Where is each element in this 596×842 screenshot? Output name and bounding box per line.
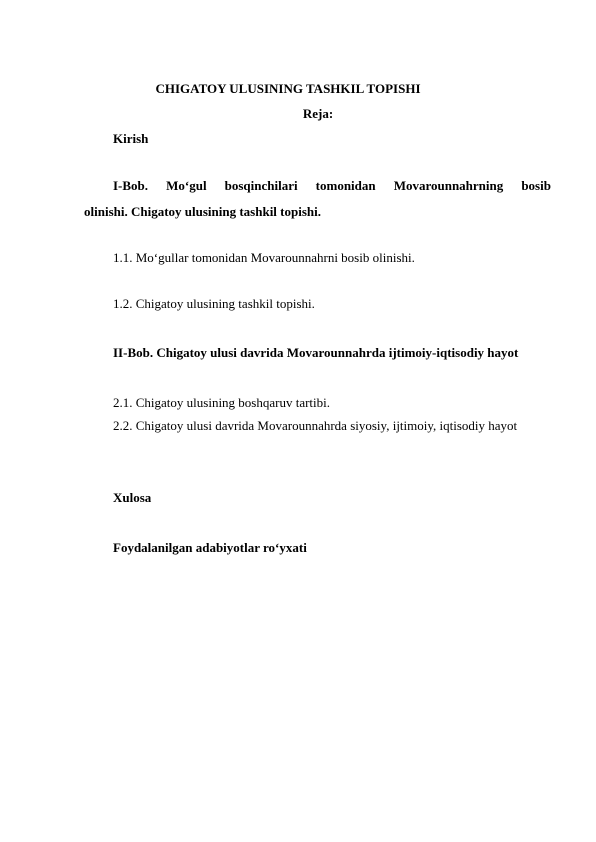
toc-section-2-2: 2.2. Chigatoy ulusi davrida Movarounnahrda siyosiy, ijtimoiy, iqtisodiy hayot <box>113 418 518 433</box>
document-title: CHIGATOY ULUSINING TASHKIL TOPISHI <box>155 81 421 96</box>
chapter1-word: bosqinchilari <box>224 178 298 193</box>
chapter1-word: tomonidan <box>315 178 376 193</box>
chapter1-word: Mo‘gul <box>166 178 207 193</box>
chapter1-word: I-Bob. <box>113 178 149 193</box>
chapter1-word: Movarounnahrning <box>393 178 504 193</box>
toc-references: Foydalanilgan adabiyotlar ro‘yxati <box>113 540 307 555</box>
toc-section-2-1: 2.1. Chigatoy ulusining boshqaruv tartibi. <box>113 395 331 410</box>
toc-intro: Kirish <box>113 131 149 146</box>
toc-chapter1-line1 <box>113 178 551 194</box>
toc-conclusion: Xulosa <box>113 490 152 505</box>
toc-section-1-2: 1.2. Chigatoy ulusining tashkil topishi. <box>113 296 315 311</box>
chapter1-word: bosib <box>521 178 551 193</box>
toc-chapter1-line2: olinishi. Chigatoy ulusining tashkil topishi. <box>84 204 321 219</box>
toc-chapter2: II-Bob. Chigatoy ulusi davrida Movarounnahrda ijtimoiy-iqtisodiy hayot <box>113 345 519 360</box>
plan-label: Reja: <box>302 106 334 121</box>
toc-section-1-1: 1.1. Mo‘gullar tomonidan Movarounnahrni bosib olinishi. <box>113 250 415 265</box>
